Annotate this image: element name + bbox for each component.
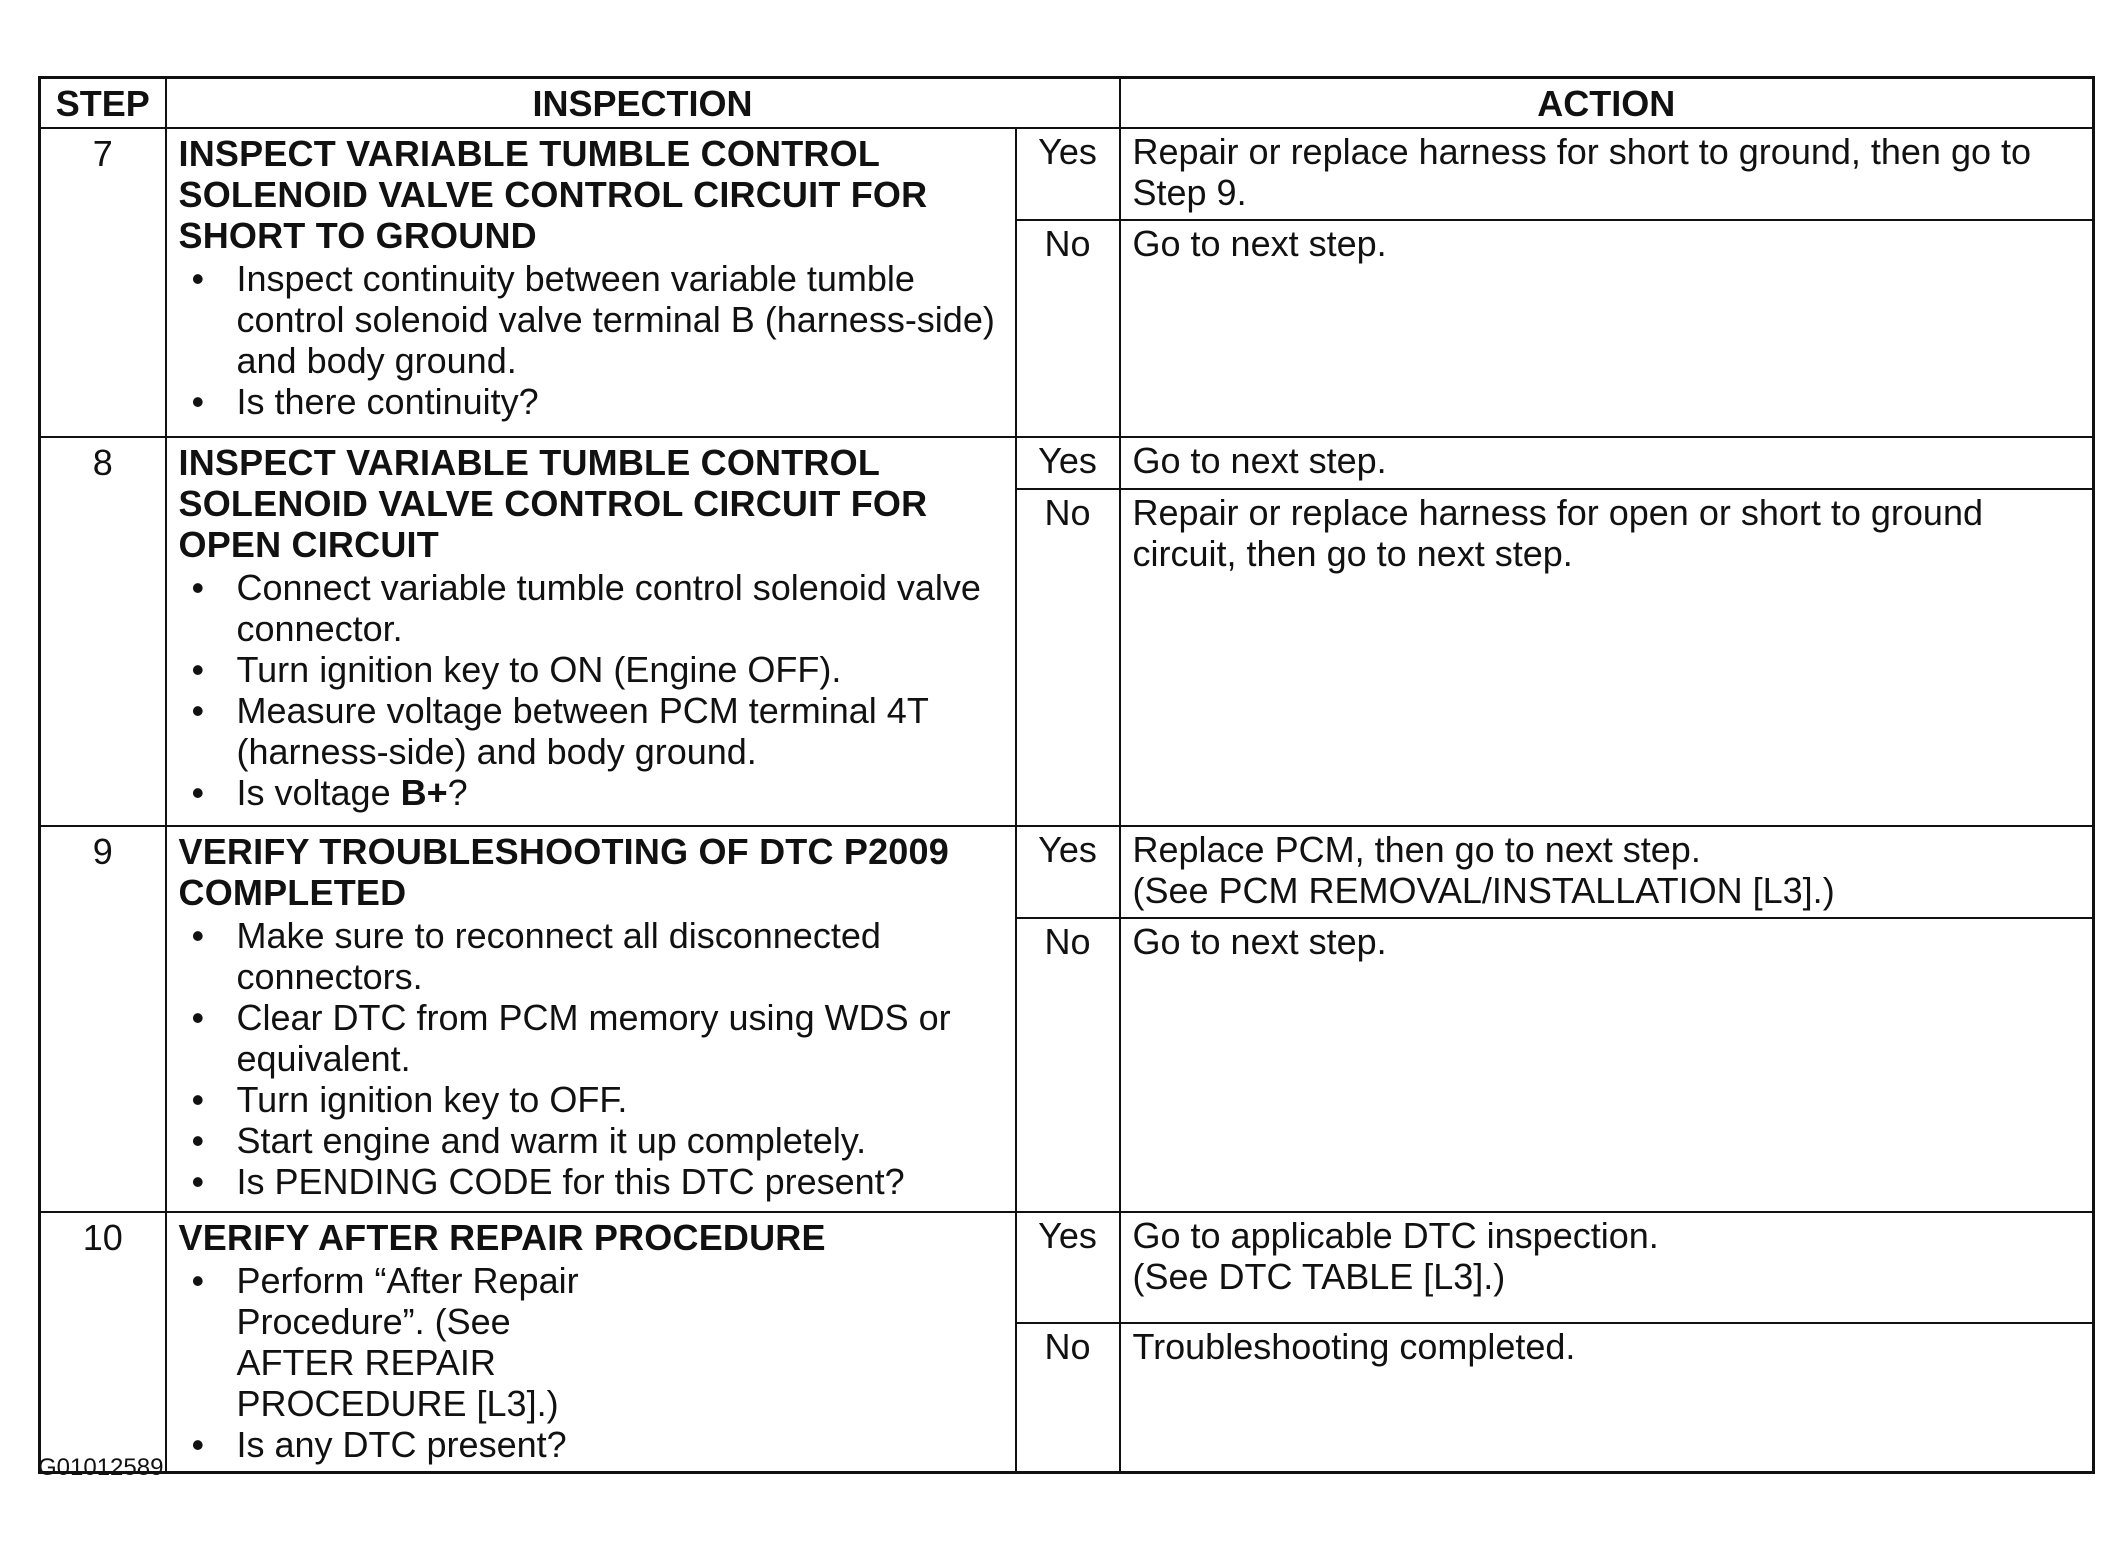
no-label: No — [1016, 1323, 1120, 1473]
yes-label: Yes — [1016, 826, 1120, 918]
action-reference: (See DTC TABLE [L3].) — [1132, 1256, 1506, 1297]
figure-id: G01012589 — [38, 1454, 164, 1481]
bullet-text: ? — [447, 772, 468, 813]
action-line: Replace PCM, then go to next step. — [1132, 829, 1701, 870]
action-line: Go to applicable DTC inspection. — [1132, 1215, 1659, 1256]
header-action: ACTION — [1120, 78, 2094, 129]
bullet-item — [237, 772, 1003, 813]
table-row — [40, 128, 2094, 220]
inspection-bullets — [179, 258, 1003, 422]
no-action: Troubleshooting completed. — [1120, 1323, 2094, 1473]
bullet-text: Is voltage — [236, 772, 401, 813]
inspection-bullets — [179, 567, 1003, 813]
no-action: Repair or replace harness for open or short to ground circuit, then go to next step. — [1120, 489, 2094, 826]
yes-label: Yes — [1016, 128, 1120, 220]
bullet-item: • Is any DTC present? — [237, 1424, 1003, 1465]
inspection-heading: VERIFY AFTER REPAIR PROCEDURE — [178, 1217, 826, 1258]
yes-action: Go to next step. — [1120, 437, 2094, 489]
inspection-cell — [166, 1212, 1016, 1473]
bullet-item: • Turn ignition key to OFF. — [237, 1079, 1003, 1120]
bullet-item: • Perform “After Repair Procedure”. (See AFTER REPAIR PROCEDURE [L3].) — [237, 1260, 1003, 1424]
inspection-cell — [166, 128, 1016, 437]
no-label: No — [1016, 489, 1120, 826]
yes-action — [1120, 1212, 2094, 1323]
bullet-item: • Is there continuity? — [237, 381, 1003, 422]
bullet-item: • Turn ignition key to ON (Engine OFF). — [237, 649, 1003, 690]
no-action: Go to next step. — [1120, 918, 2094, 1212]
step-number: 9 — [40, 826, 166, 1212]
step-number: 8 — [40, 437, 166, 826]
diagnostic-table — [38, 76, 2095, 1474]
bullet-item: • Connect variable tumble control solenoid valve connector. — [237, 567, 1003, 649]
yes-label: Yes — [1016, 437, 1120, 489]
bullet-item: • Clear DTC from PCM memory using WDS or equivalent. — [237, 997, 1003, 1079]
action-reference: (See PCM REMOVAL/INSTALLATION [L3].) — [1132, 870, 1835, 911]
header-inspection: INSPECTION — [166, 78, 1120, 129]
inspection-cell — [166, 826, 1016, 1212]
bullet-item: • Inspect continuity between variable tumble control solenoid valve terminal B (harness-side) and body ground. — [237, 258, 1003, 381]
table-row — [40, 1212, 2094, 1323]
table-row — [40, 437, 2094, 489]
no-action: Go to next step. — [1120, 220, 2094, 437]
bullet-item: • Measure voltage between PCM terminal 4T (harness-side) and body ground. — [237, 690, 1003, 772]
yes-action — [1120, 826, 2094, 918]
bullet-item: • Make sure to reconnect all disconnected connectors. — [237, 915, 1003, 997]
voltage-value: B+ — [400, 772, 448, 813]
no-label: No — [1016, 918, 1120, 1212]
step-number: 10 — [40, 1212, 166, 1473]
table-row — [40, 826, 2094, 918]
step-number: 7 — [40, 128, 166, 437]
bullet-item: • Start engine and warm it up completely. — [237, 1120, 1003, 1161]
inspection-cell — [166, 437, 1016, 826]
inspection-heading: VERIFY TROUBLESHOOTING OF DTC P2009 COMPLETED — [178, 831, 949, 913]
header-step: STEP — [40, 78, 166, 129]
inspection-heading: INSPECT VARIABLE TUMBLE CONTROL SOLENOID VALVE CONTROL CIRCUIT FOR OPEN CIRCUIT — [178, 442, 928, 565]
no-label: No — [1016, 220, 1120, 437]
header-row — [40, 78, 2094, 129]
inspection-bullets — [179, 1260, 1003, 1465]
yes-action: Repair or replace harness for short to ground, then go to Step 9. — [1120, 128, 2094, 220]
inspection-heading: INSPECT VARIABLE TUMBLE CONTROL SOLENOID VALVE CONTROL CIRCUIT FOR SHORT TO GROUND — [178, 133, 928, 256]
yes-label: Yes — [1016, 1212, 1120, 1323]
inspection-bullets — [179, 915, 1003, 1202]
bullet-item: • Is PENDING CODE for this DTC present? — [237, 1161, 1003, 1202]
